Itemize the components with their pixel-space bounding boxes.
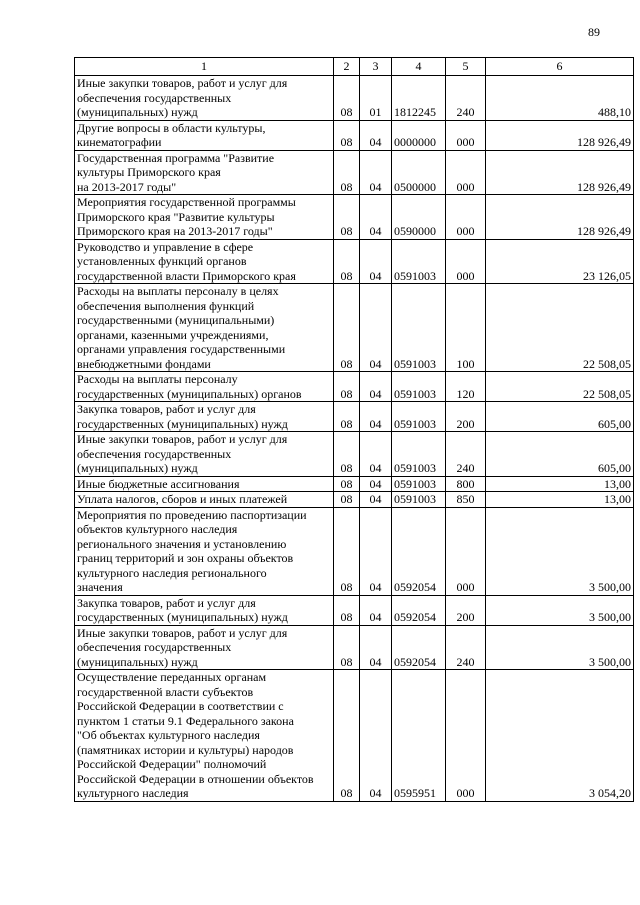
table-row (75, 595, 634, 625)
subsection-code: 04 (360, 195, 392, 240)
section-code: 08 (334, 507, 360, 595)
expense-type-code: 800 (446, 476, 486, 492)
amount: 605,00 (486, 402, 634, 432)
item-name: Государственная программа "Развитие культуры Приморского края на 2013-2017 годы" (75, 150, 334, 195)
item-name: Закупка товаров, работ и услуг для государственных (муниципальных) нужд (75, 595, 334, 625)
item-name: Мероприятия государственной программы Приморского края "Развитие культуры Приморского края на 2013-2017 годы" (75, 195, 334, 240)
table-header-row (75, 58, 634, 76)
subsection-code: 01 (360, 76, 392, 121)
item-name: Другие вопросы в области культуры, кинематографии (75, 120, 334, 150)
amount: 22 508,05 (486, 372, 634, 402)
column-header-5: 5 (446, 58, 486, 76)
target-article-code: 0591003 (392, 492, 446, 508)
target-article-code: 0591003 (392, 372, 446, 402)
column-header-4: 4 (392, 58, 446, 76)
expense-type-code: 000 (446, 150, 486, 195)
item-name: Иные бюджетные ассигнования (75, 476, 334, 492)
section-code: 08 (334, 76, 360, 121)
expense-type-code: 000 (446, 195, 486, 240)
table-row (75, 476, 634, 492)
item-name: Иные закупки товаров, работ и услуг для обеспечения государственных (муниципальных) нужд (75, 625, 334, 670)
target-article-code: 1812245 (392, 76, 446, 121)
amount: 3 500,00 (486, 595, 634, 625)
expense-type-code: 000 (446, 670, 486, 802)
subsection-code: 04 (360, 150, 392, 195)
amount: 128 926,49 (486, 120, 634, 150)
item-name: Иные закупки товаров, работ и услуг для обеспечения государственных (муниципальных) нужд (75, 432, 334, 477)
subsection-code: 04 (360, 625, 392, 670)
expense-type-code: 240 (446, 625, 486, 670)
item-name: Расходы на выплаты персоналу в целях обеспечения выполнения функций государственными (муниципальными) органами, казенными учреждениями, органами управления государственными внебюджетными фондами (75, 284, 334, 372)
column-header-3: 3 (360, 58, 392, 76)
section-code: 08 (334, 150, 360, 195)
subsection-code: 04 (360, 476, 392, 492)
page-number: 89 (588, 25, 600, 39)
expense-type-code: 100 (446, 284, 486, 372)
expense-type-code: 200 (446, 595, 486, 625)
expense-type-code: 850 (446, 492, 486, 508)
amount: 22 508,05 (486, 284, 634, 372)
table-row (75, 372, 634, 402)
subsection-code: 04 (360, 595, 392, 625)
subsection-code: 04 (360, 239, 392, 284)
table-row (75, 402, 634, 432)
item-name: Осуществление переданных органам государственной власти субъектов Российской Федерации в соответствии с пунктом 1 статьи 9.1 Федерального закона "Об объектах культурного наследия (памятниках истории и культуры) народов Российской Федерации" полномочий Российской Федерации в отношении объектов культурного наследия (75, 670, 334, 802)
expense-type-code: 000 (446, 120, 486, 150)
section-code: 08 (334, 372, 360, 402)
column-header-6: 6 (486, 58, 634, 76)
item-name: Расходы на выплаты персоналу государственных (муниципальных) органов (75, 372, 334, 402)
target-article-code: 0591003 (392, 402, 446, 432)
subsection-code: 04 (360, 372, 392, 402)
item-name: Руководство и управление в сфере установленных функций органов государственной власти Приморского края (75, 239, 334, 284)
section-code: 08 (334, 595, 360, 625)
expense-type-code: 200 (446, 402, 486, 432)
amount: 13,00 (486, 476, 634, 492)
section-code: 08 (334, 402, 360, 432)
amount: 3 500,00 (486, 625, 634, 670)
subsection-code: 04 (360, 670, 392, 802)
subsection-code: 04 (360, 492, 392, 508)
section-code: 08 (334, 195, 360, 240)
section-code: 08 (334, 432, 360, 477)
table-row (75, 150, 634, 195)
amount: 13,00 (486, 492, 634, 508)
section-code: 08 (334, 239, 360, 284)
amount: 3 500,00 (486, 507, 634, 595)
target-article-code: 0591003 (392, 432, 446, 477)
table-row (75, 507, 634, 595)
amount: 605,00 (486, 432, 634, 477)
section-code: 08 (334, 625, 360, 670)
table-row (75, 195, 634, 240)
subsection-code: 04 (360, 432, 392, 477)
subsection-code: 04 (360, 284, 392, 372)
column-header-1: 1 (75, 58, 334, 76)
subsection-code: 04 (360, 402, 392, 432)
amount: 23 126,05 (486, 239, 634, 284)
item-name: Иные закупки товаров, работ и услуг для обеспечения государственных (муниципальных) нужд (75, 76, 334, 121)
budget-table (74, 57, 634, 802)
table-row (75, 76, 634, 121)
target-article-code: 0000000 (392, 120, 446, 150)
table-row (75, 239, 634, 284)
amount: 128 926,49 (486, 195, 634, 240)
item-name: Уплата налогов, сборов и иных платежей (75, 492, 334, 508)
column-header-2: 2 (334, 58, 360, 76)
target-article-code: 0591003 (392, 476, 446, 492)
item-name: Мероприятия по проведению паспортизации объектов культурного наследия регионального значения и установлению границ территорий и зон охраны объектов культурного наследия регионального значения (75, 507, 334, 595)
section-code: 08 (334, 476, 360, 492)
target-article-code: 0592054 (392, 507, 446, 595)
section-code: 08 (334, 492, 360, 508)
amount: 488,10 (486, 76, 634, 121)
expense-type-code: 000 (446, 239, 486, 284)
target-article-code: 0595951 (392, 670, 446, 802)
section-code: 08 (334, 120, 360, 150)
target-article-code: 0592054 (392, 595, 446, 625)
table-row (75, 120, 634, 150)
target-article-code: 0591003 (392, 239, 446, 284)
section-code: 08 (334, 284, 360, 372)
target-article-code: 0591003 (392, 284, 446, 372)
table-row (75, 625, 634, 670)
amount: 128 926,49 (486, 150, 634, 195)
table-row (75, 670, 634, 802)
subsection-code: 04 (360, 507, 392, 595)
table-row (75, 492, 634, 508)
amount: 3 054,20 (486, 670, 634, 802)
expense-type-code: 240 (446, 76, 486, 121)
target-article-code: 0590000 (392, 195, 446, 240)
subsection-code: 04 (360, 120, 392, 150)
target-article-code: 0592054 (392, 625, 446, 670)
target-article-code: 0500000 (392, 150, 446, 195)
table-row (75, 432, 634, 477)
expense-type-code: 120 (446, 372, 486, 402)
section-code: 08 (334, 670, 360, 802)
expense-type-code: 240 (446, 432, 486, 477)
item-name: Закупка товаров, работ и услуг для государственных (муниципальных) нужд (75, 402, 334, 432)
table-row (75, 284, 634, 372)
expense-type-code: 000 (446, 507, 486, 595)
